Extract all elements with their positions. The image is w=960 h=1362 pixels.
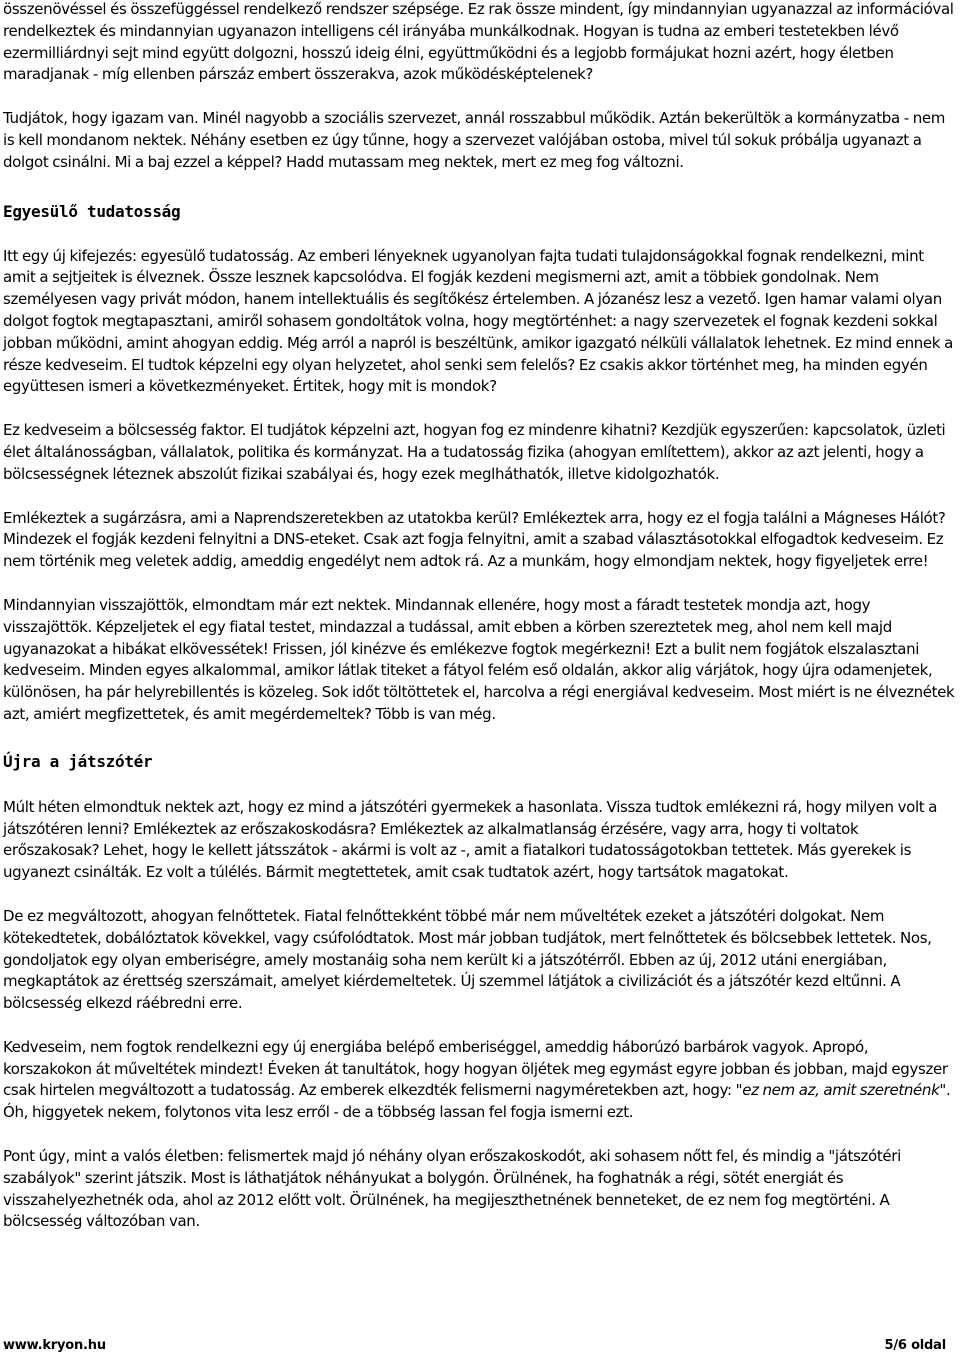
paragraph: Emlékeztek a sugárzásra, ami a Naprendszeretekben az utatokba kerül? Emlékeztek arra, hogy ez el fogja találni a Mágneses Hálót? Mindezek el fogják kezdeni felnyitni a DNS-eteket. Csak azt fogja felnyitni, amit a szabad választásotokkal elfogadtok kedveseim. Ez nem történik meg veletek addig, ameddig engedélyt nem adtok rá. Az a munkám, hogy elmondjam nektek, hogy figyeljetek erre!: [3, 508, 946, 571]
document-page: [3, 0, 957, 1233]
quoted-text: "ez nem az, amit szeretnénk": [735, 1081, 946, 1100]
paragraph: Mindannyian visszajöttök, elmondtam már ezt nektek. Mindannak ellenére, hogy most a fáradt testetek mondja azt, hogy visszajöttök. Képzeljetek el egy fiatal testet, mindazzal a tudással, amit ebben a körben szereztetek meg, ahol nem kell majd ugyanazokat a hibákat elkövessétek! Frissen, jól kinézve és emlékezve fogtok megérkezni! Ezt a bulit nem fogjátok elszalasztani kedveseim. Minden egyes alkalommal, amikor látlak titeket a fátyol felém eső oldalán, akkor alig várjátok, hogy újra odamenjetek, különösen, ha pár helyrebillentés is közeleg. Sok időt töltöttetek el, harcolva a régi energiával kedveseim. Most miért is ne élveznétek azt, amiért megfizettetek, és amit megérdemeltek? Több is van még.: [3, 595, 955, 723]
footer-page-number: 5/6 oldal: [884, 1338, 946, 1353]
paragraph: De ez megváltozott, ahogyan felnőttetek. Fiatal felnőttekként többé már nem műveltétek ezeket a játszótéri dolgokat. Nem kötekedtetek, dobálóztatok kövekkel, vagy csúfolódtatok. Most már jobban tudjátok, mert felnőttetek és bölcsebbek lettetek. Nos, gondoljatok egy olyan emberiségre, amely mostanáig soha nem került ki a játszótérről. Ebben az új, 2012 utáni energiában, megkaptátok az érettség szerszámait, amelyet kiérdemeltetek. Új szemmel látjátok a civilizációt és a játszótér kezd eltűnni. A bölcsesség elkezd ráébredni erre.: [3, 906, 932, 1013]
paragraph: Ez kedveseim a bölcsesség faktor. El tudjátok képzelni azt, hogyan fog ez mindenre kihatni? Kezdjük egyszerűen: kapcsolatok, üzleti élet általánosságban, vállalatok, politika és kormányzat. Ha a tudatosság fizika (ahogyan említettem), akkor az azt jelenti, hogy a bölcsességnek léteznek abszolút fizikai szabályai és, hogy ezek meglháthatók, illetve kidolgozhatók.: [3, 421, 946, 483]
paragraph-text: Kedveseim, nem fogtok rendelkezni egy új energiába belépő emberiséggel, ameddig háborúzó barbárok vagyok. Apropó, korszakokon át műveltétek mindezt! Éveken át tanultátok, hogy hogyan öljétek meg egymást egyre jobban és jobban, majd egyszer csak hirtelen megváltozott a tudatosság. Az emberek elkezdték felismerni nagyméretekben azt, hogy:: [3, 1037, 948, 1100]
paragraph: [3, 1037, 957, 1124]
paragraph: Múlt héten elmondtuk nektek azt, hogy ez mind a játszótéri gyermekek a hasonlata. Vissza tudtok emlékezni rá, hogy milyen volt a játszótéren lenni? Emlékeztek az erőszakoskodásra? Emlékeztek az alkalmatlanság érzésére, vagy arra, hogy ti voltatok erőszakosak? Lehet, hogy le kellett játsszátok - akármi is volt az -, amit a fiatalkori tudatosságotokban tettetek. Más gyerekek is ugyanezt csinálták. Ez volt a túlélés. Bármit megtettetek, amit csak tudtatok azért, hogy tartsátok magatokat.: [3, 797, 938, 882]
paragraph: Pont úgy, mint a valós életben: felismertek majd jó néhány olyan erőszakoskodót, aki sohasem nőtt fel, és mindig a "játszótéri szabályok" szerint játszik. Most is láthatjátok néhányukat a bolygón. Örülnének, ha foghatnák a régi, sötét energiát és visszahelyezhetnék oda, ahol az 2012 előtt volt. Örülnének, ha megijeszthetnének benneteket, de ez nem fog megtörténi. A bölcsesség változóban van.: [3, 1147, 901, 1231]
section-heading: Egyesülő tudatosság: [3, 201, 181, 221]
paragraph: Itt egy új kifejezés: egyesülő tudatosság. Az emberi lényeknek ugyanolyan fajta tudati tulajdonságokkal fognak rendelkezni, mint amit a sejtjeitek is élveznek. Össze lesznek kapcsolódva. El fogják kezdeni megismerni azt, amit a többiek gondolnak. Nem személyesen vagy privát módon, hanem intellektuális és segítőkész értelemben. A józanész lesz a vezető. Igen hamar valami olyan dolgot fogtok megtapasztani, amiről sohasem gondoltátok volna, hogy megtörténhet: a nagy szervezetek el fognak kezdeni sokkal jobban működni, amint ahogyan eddig. Még arról a napról is beszéltünk, amikor igazgató nélküli vállalatok lehetnek. Ez mind ennek a része kedveseim. El tudtok képzelni egy olyan helyzetet, ahol senki sem felelős? Ez csakis akkor történhet meg, ha minden egyén együttesen ismeri a következményeket. Értitek, hogy mit is mondok?: [3, 246, 953, 396]
paragraph: Tudjátok, hogy igazam van. Minél nagyobb a szociális szervezet, annál rosszabbul működik. Aztán bekerültök a kormányzatba - nem is kell mondanom nektek. Néhány esetben ez úgy tűnne, hogy a szervezet valójában ostoba, mivel túl sokuk próbálja ugyanazt a dolgot csinálni. Mi a baj ezzel a képpel? Hadd mutassam meg nektek, mert ez meg fog változni.: [3, 109, 946, 171]
section-heading: Újra a játszótér: [3, 751, 153, 771]
paragraph-text: . Óh, higgyetek nekem, folytonos vita lesz erről - de a többség lassan fel fogja ismerni ezt.: [3, 1081, 951, 1122]
paragraph: összenövéssel és összefüggéssel rendelkező rendszer szépsége. Ez rak össze mindent, így mindannyian ugyanazzal az információval rendelkeztek és mindannyian ugyanazon intelligens cél irányába munkálkodnak. Hogyan is tudna az emberi testetekben lévő ezermilliárdnyi sejt mind együtt dolgozni, hosszú ideig élni, együttműködni és a legjobb formájukat hozni azért, hogy életben maradjanak - míg ellenben párszáz embert összerakva, azok működésképtelenek?: [3, 0, 954, 84]
page-footer: [3, 1338, 946, 1358]
footer-website: www.kryon.hu: [3, 1338, 106, 1353]
